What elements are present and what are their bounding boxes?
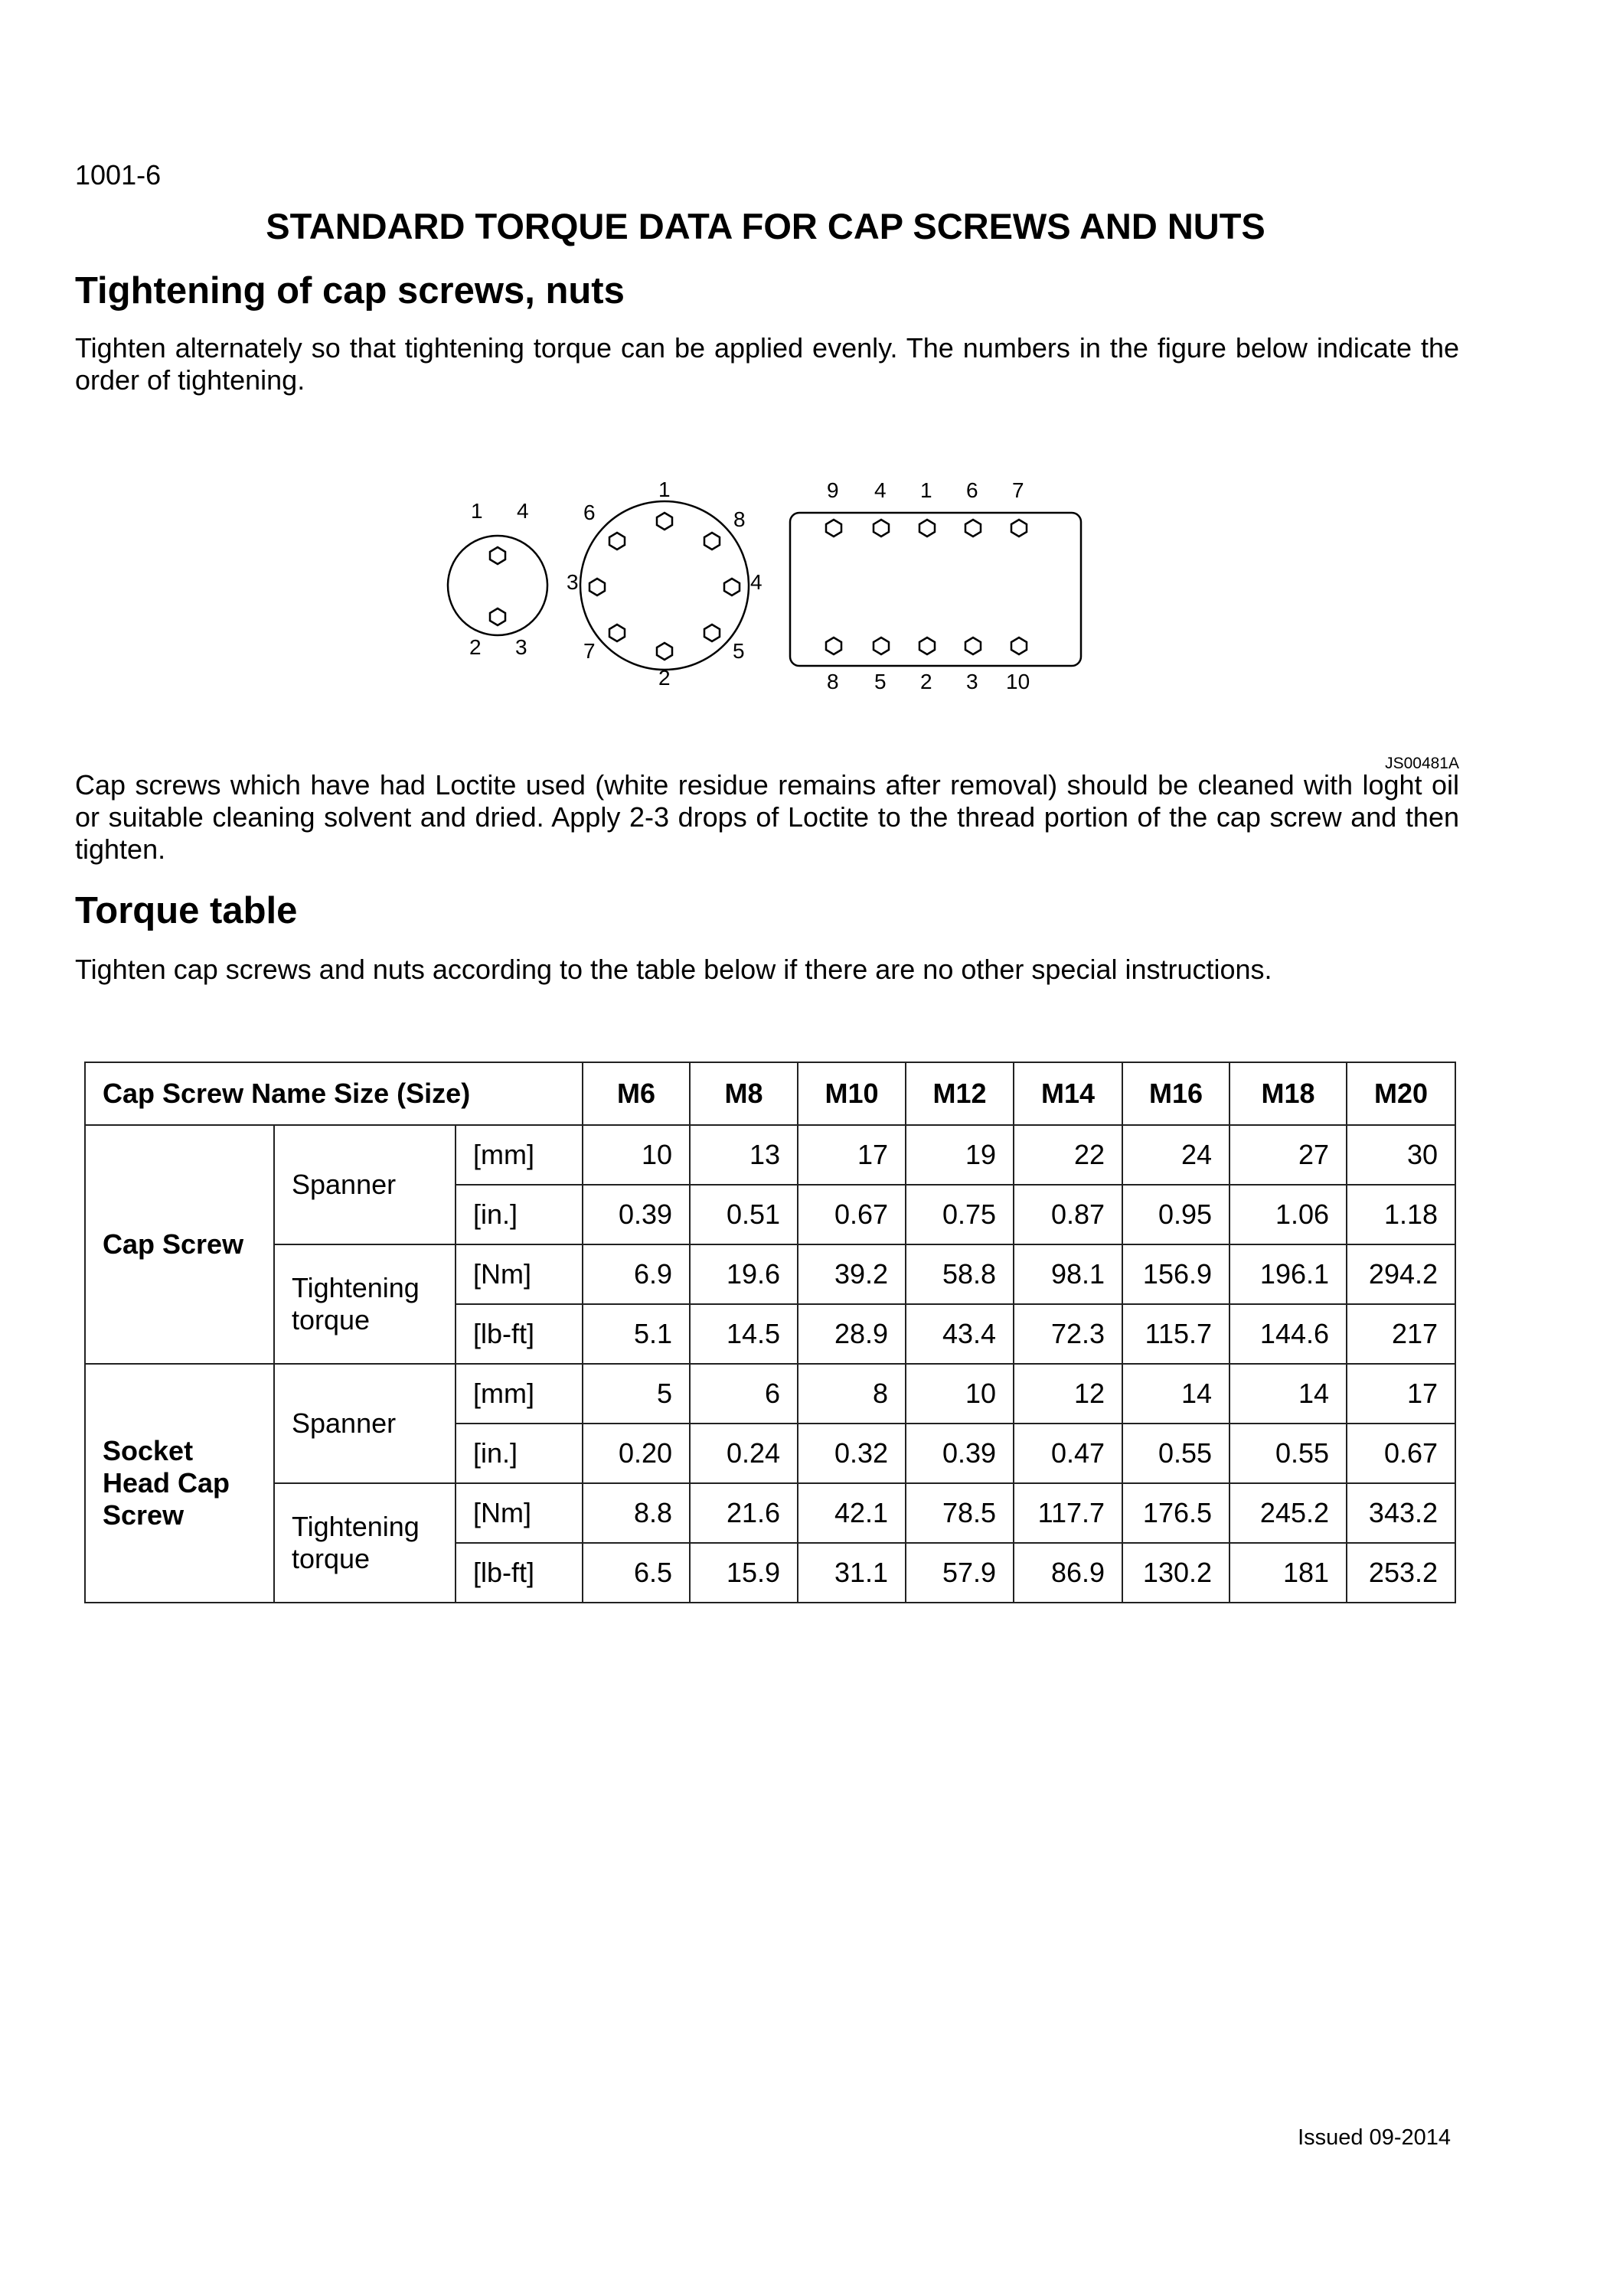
value-cell: 0.39	[583, 1185, 690, 1244]
bolt-icon	[657, 643, 672, 660]
value-cell: 253.2	[1347, 1543, 1455, 1603]
value-cell: 130.2	[1122, 1543, 1229, 1603]
value-cell: 115.7	[1122, 1304, 1229, 1364]
header-size: M18	[1229, 1062, 1347, 1125]
table-row	[85, 1483, 1455, 1543]
unit-cell: [mm]	[456, 1125, 583, 1185]
value-cell: 0.95	[1122, 1185, 1229, 1244]
order-label: 4	[517, 499, 529, 523]
subgroup-name: Tightening torque	[274, 1244, 456, 1364]
value-cell: 8	[798, 1364, 906, 1424]
value-cell: 42.1	[798, 1483, 906, 1543]
value-cell: 0.87	[1014, 1185, 1122, 1244]
tightening-instructions: Tighten alternately so that tightening torque can be applied evenly. The numbers in the figure below indicate the order of tightening.	[75, 332, 1459, 396]
value-cell: 10	[906, 1364, 1014, 1424]
header-size: M16	[1122, 1062, 1229, 1125]
value-cell: 57.9	[906, 1543, 1014, 1603]
loctite-instructions: Cap screws which have had Loctite used (white residue remains after removal) should be cleaned with loght oil or suitable cleaning solvent and dried. Apply 2-3 drops of Loctite to the thread portion of the cap screw and then tighten.	[75, 769, 1459, 865]
bolt-icon	[1011, 520, 1027, 536]
value-cell: 30	[1347, 1125, 1455, 1185]
figure-code: JS00481A	[1385, 755, 1459, 772]
value-cell: 6.5	[583, 1543, 690, 1603]
value-cell: 117.7	[1014, 1483, 1122, 1543]
header-size: M14	[1014, 1062, 1122, 1125]
bolt-icon	[874, 638, 889, 654]
table-header-row	[85, 1062, 1455, 1125]
value-cell: 72.3	[1014, 1304, 1122, 1364]
value-cell: 156.9	[1122, 1244, 1229, 1304]
bolt-icon	[919, 638, 935, 654]
header-size: M8	[690, 1062, 798, 1125]
section-heading-torque-table: Torque table	[75, 890, 298, 931]
bolt-icon	[704, 625, 720, 641]
value-cell: 0.67	[1347, 1424, 1455, 1483]
bolt-icon	[609, 625, 625, 641]
value-cell: 5.1	[583, 1304, 690, 1364]
value-cell: 196.1	[1229, 1244, 1347, 1304]
table-row	[85, 1244, 1455, 1304]
value-cell: 98.1	[1014, 1244, 1122, 1304]
bolt-icon	[965, 520, 981, 536]
order-label: 2	[658, 666, 671, 690]
unit-cell: [Nm]	[456, 1483, 583, 1543]
header-size-label: Cap Screw Name Size (Size)	[85, 1062, 583, 1125]
value-cell: 8.8	[583, 1483, 690, 1543]
value-cell: 144.6	[1229, 1304, 1347, 1364]
value-cell: 21.6	[690, 1483, 798, 1543]
value-cell: 0.47	[1014, 1424, 1122, 1483]
table-row	[85, 1364, 1455, 1424]
subgroup-name: Tightening torque	[274, 1483, 456, 1603]
value-cell: 17	[798, 1125, 906, 1185]
value-cell: 1.18	[1347, 1185, 1455, 1244]
order-label: 9	[827, 478, 839, 502]
value-cell: 14.5	[690, 1304, 798, 1364]
section-heading-tightening: Tightening of cap screws, nuts	[75, 270, 625, 311]
value-cell: 5	[583, 1364, 690, 1424]
value-cell: 86.9	[1014, 1543, 1122, 1603]
value-cell: 217	[1347, 1304, 1455, 1364]
value-cell: 0.51	[690, 1185, 798, 1244]
value-cell: 294.2	[1347, 1244, 1455, 1304]
value-cell: 6.9	[583, 1244, 690, 1304]
unit-cell: [lb-ft]	[456, 1543, 583, 1603]
order-label: 6	[583, 501, 596, 524]
issue-date: Issued 09-2014	[1298, 2125, 1451, 2150]
unit-cell: [in.]	[456, 1185, 583, 1244]
order-label: 6	[966, 478, 978, 502]
bolt-icon	[490, 547, 505, 564]
value-cell: 0.32	[798, 1424, 906, 1483]
value-cell: 6	[690, 1364, 798, 1424]
group-name: Socket Head Cap Screw	[85, 1364, 274, 1603]
value-cell: 19.6	[690, 1244, 798, 1304]
value-cell: 343.2	[1347, 1483, 1455, 1543]
unit-cell: [lb-ft]	[456, 1304, 583, 1364]
value-cell: 28.9	[798, 1304, 906, 1364]
order-label: 3	[515, 635, 527, 659]
order-label: 1	[658, 478, 671, 501]
subgroup-name: Spanner	[274, 1125, 456, 1244]
order-label: 4	[750, 570, 763, 594]
header-size: M6	[583, 1062, 690, 1125]
page-title: STANDARD TORQUE DATA FOR CAP SCREWS AND NUTS	[266, 206, 1265, 246]
bolt-icon	[919, 520, 935, 536]
order-label: 2	[920, 670, 932, 693]
order-label: 1	[471, 499, 483, 523]
order-label: 7	[583, 639, 596, 663]
value-cell: 39.2	[798, 1244, 906, 1304]
value-cell: 14	[1229, 1364, 1347, 1424]
value-cell: 24	[1122, 1125, 1229, 1185]
bolt-icon	[874, 520, 889, 536]
value-cell: 58.8	[906, 1244, 1014, 1304]
value-cell: 0.67	[798, 1185, 906, 1244]
page-number: 1001-6	[75, 159, 162, 191]
group-name: Cap Screw	[85, 1125, 274, 1364]
subgroup-name: Spanner	[274, 1364, 456, 1483]
header-size: M20	[1347, 1062, 1455, 1125]
bolt-icon	[826, 520, 841, 536]
bolt-icon	[657, 513, 672, 530]
bolt-icon	[609, 533, 625, 550]
value-cell: 27	[1229, 1125, 1347, 1185]
order-label: 8	[827, 670, 839, 693]
unit-cell: [in.]	[456, 1424, 583, 1483]
value-cell: 176.5	[1122, 1483, 1229, 1543]
value-cell: 0.55	[1122, 1424, 1229, 1483]
torque-table	[84, 1062, 1456, 1603]
value-cell: 78.5	[906, 1483, 1014, 1543]
value-cell: 15.9	[690, 1543, 798, 1603]
header-size: M10	[798, 1062, 906, 1125]
order-label: 1	[920, 478, 932, 502]
value-cell: 0.55	[1229, 1424, 1347, 1483]
bolt-icon	[589, 579, 605, 595]
value-cell: 0.75	[906, 1185, 1014, 1244]
header-size: M12	[906, 1062, 1014, 1125]
order-label: 3	[567, 570, 579, 594]
value-cell: 0.20	[583, 1424, 690, 1483]
bolt-icon	[965, 638, 981, 654]
value-cell: 31.1	[798, 1543, 906, 1603]
value-cell: 13	[690, 1125, 798, 1185]
value-cell: 43.4	[906, 1304, 1014, 1364]
value-cell: 10	[583, 1125, 690, 1185]
bolt-icon	[1011, 638, 1027, 654]
order-label: 3	[966, 670, 978, 693]
value-cell: 245.2	[1229, 1483, 1347, 1543]
bolt-icon	[724, 579, 740, 595]
order-label: 4	[874, 478, 887, 502]
flange-4-bolt	[448, 536, 547, 635]
value-cell: 0.24	[690, 1424, 798, 1483]
value-cell: 17	[1347, 1364, 1455, 1424]
order-label: 5	[874, 670, 887, 693]
value-cell: 14	[1122, 1364, 1229, 1424]
torque-table-intro: Tighten cap screws and nuts according to the table below if there are no other special instructions.	[75, 954, 1272, 985]
value-cell: 0.39	[906, 1424, 1014, 1483]
value-cell: 22	[1014, 1125, 1122, 1185]
value-cell: 12	[1014, 1364, 1122, 1424]
tightening-order-figure	[436, 459, 1110, 712]
bolt-icon	[826, 638, 841, 654]
bolt-icon	[704, 533, 720, 550]
order-label: 5	[733, 639, 745, 663]
value-cell: 19	[906, 1125, 1014, 1185]
order-label: 8	[733, 507, 746, 531]
unit-cell: [Nm]	[456, 1244, 583, 1304]
order-label: 2	[469, 635, 482, 659]
order-label: 7	[1012, 478, 1024, 502]
table-row	[85, 1125, 1455, 1185]
value-cell: 1.06	[1229, 1185, 1347, 1244]
value-cell: 181	[1229, 1543, 1347, 1603]
bolt-icon	[490, 608, 505, 625]
unit-cell: [mm]	[456, 1364, 583, 1424]
order-label: 10	[1006, 670, 1030, 693]
